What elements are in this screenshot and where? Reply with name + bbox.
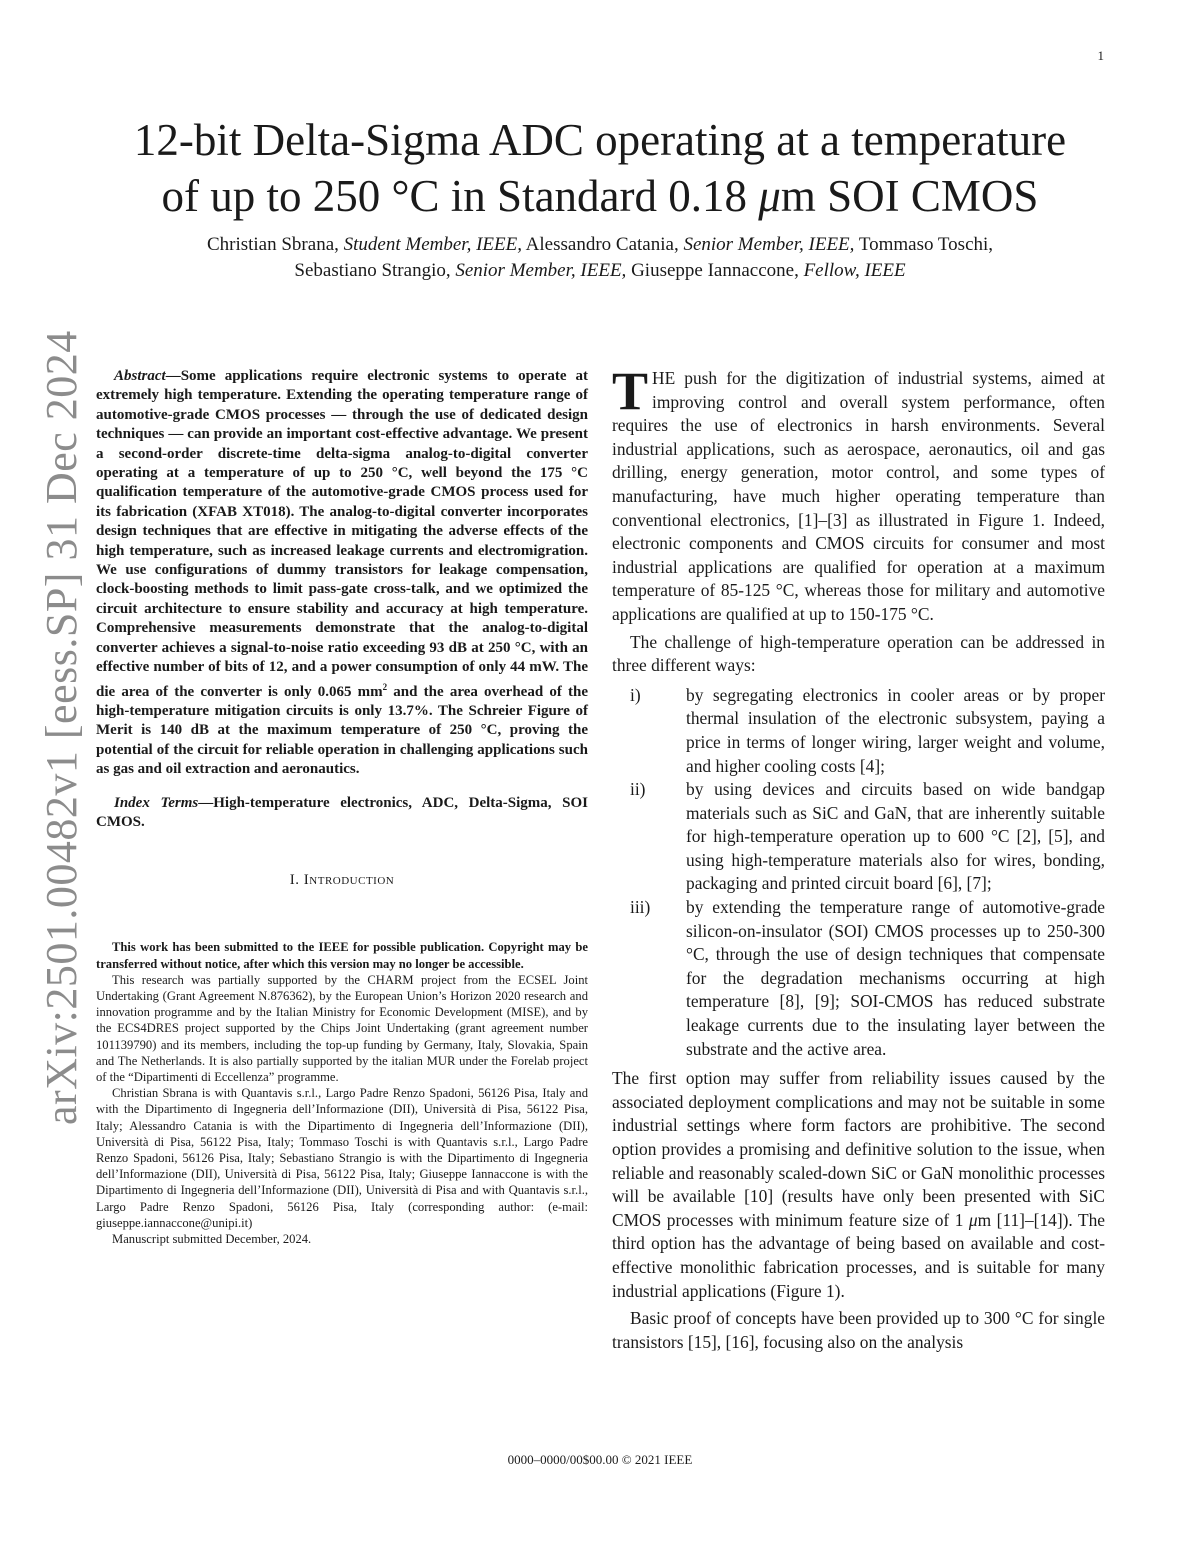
title-mu: μ (758, 171, 781, 221)
page-number: 1 (1097, 48, 1104, 63)
author-list (100, 232, 1100, 284)
intro-paragraph-1 (612, 361, 1105, 627)
title-line-2b: m SOI CMOS (780, 171, 1039, 221)
abstract-label: Abstract (114, 368, 166, 384)
footnote-submitted: Manuscript submitted December, 2024. (112, 1232, 312, 1246)
abstract-text-a: —Some applications require electronic systems to operate at extremely high temperature. Extending the operating temperature range of automotive-grade CMOS processes — through the use of dedicated design techniques — can provide an important cost-effective advantage. We present a second-order discrete-time delta-sigma analog-to-digital converter operating at a temperature of up to 250 °C, well beyond the 175 °C qualification temperature of the automotive-grade CMOS process used for its fabrication (XFAB XT018). The analog-to-digital converter incorporates design techniques that are effective in mitigating the adverse effects of the high temperature, such as increased leakage currents and electromigration. We use configurations of dummy transistors for leakage compensation, clock-boosting methods to limit pass-gate cross-talk, and we optimized the circuit architecture to ensure stability and accuracy at high temperature. Comprehensive measurements demonstrate that the analog-to-digital converter achieves a signal-to-noise ratio exceeding 93 dB at 250 °C, with an effective number of bits of 12, and a power consumption of only 44 mW. The die area of the converter is only 0.065 mm (96, 368, 588, 700)
index-terms-text: —High-temperature electronics, ADC, Delta-Sigma, SOI CMOS. (96, 794, 589, 830)
author-1-role: Student Member, IEEE, (343, 234, 522, 255)
list-item-text: by using devices and circuits based on wide bandgap materials such as SiC and GaN, that are inherently suitable for high-temperature operation up to 600 °C [2], [5], and using high-temperature materials also for wires, bonding, packaging and printed circuit board [6], [7]; (686, 779, 1105, 894)
intro-paragraph-3 (612, 1067, 1105, 1303)
author-2-role: Senior Member, IEEE, (683, 234, 855, 255)
intro-p1-text: HE push for the digitization of industrial systems, aimed at improving control and overall system performance, often requires the use of electronics in harsh environments. Several industrial applications, such as aerospace, aeronautics, oil and gas drilling, energy generation, motor control, and some types of manufacturing, have much higher operating temperature than conventional electronics, [1]–[3] as illustrated in Figure 1. Indeed, electronic components and CMOS circuits for consumer and most industrial applications are qualified for operation at a maximum temperature of 85-125 °C, whereas those for military and automotive applications are qualified at up to 150-175 °C. (612, 368, 1105, 624)
intro-paragraph-2: The challenge of high-temperature operation can be addressed in three different ways: (612, 631, 1105, 676)
author-3: Tommaso Toschi, (854, 234, 994, 255)
author-5: Giuseppe Iannaccone, (626, 260, 804, 281)
options-list (612, 684, 1105, 1062)
list-item-number: iii) (630, 897, 651, 918)
author-5-role: Fellow, IEEE (803, 260, 906, 281)
right-column (612, 361, 1105, 1354)
paper-title (80, 112, 1120, 224)
abstract-superscript: 2 (382, 681, 388, 692)
section-heading-introduction (96, 872, 588, 889)
intro-paragraph-4: Basic proof of concepts have been provided up to 300 °C for single transistors [15], [16], focusing also on the analysis (612, 1308, 1105, 1352)
list-item (612, 896, 1105, 1061)
author-2: Alessandro Catania, (521, 234, 684, 255)
index-terms (96, 794, 588, 833)
list-item (612, 778, 1105, 896)
author-4-role: Senior Member, IEEE, (455, 260, 627, 281)
list-item-number: ii) (630, 779, 646, 800)
list-item-number: i) (630, 684, 641, 705)
list-item-text: by extending the temperature range of automotive-grade silicon-on-insulator (SOI) CMOS processes up to 250-300 °C, through the use of design techniques that compensate for the degradation mechanisms occurring at high temperature [8], [9]; SOI-CMOS has reduced substrate leakage currents due to the insulating layer between the substrate and the active area. (686, 897, 1105, 1059)
abstract (96, 367, 588, 780)
abstract-text-b: and the area overhead of the high-temperature mitigation circuits is only 13.7%. The Schreier Figure of Merit is 140 dB at the maximum temperature of 250 °C, proving the potential of the circuit for reliable operation in challenging applications such as gas and oil extraction and aeronautics. (96, 683, 589, 778)
footnotes (96, 939, 588, 1247)
intro-p3-text-b: m [11]–[14]). The third option has the advantage of being based on available and cost-effective monolithic fabrication processes, and is suitable for many industrial applications (Figure 1). (612, 1209, 1105, 1301)
list-item-text: by segregating electronics in cooler areas or by proper thermal insulation of the electronic subsystem, paying a price in terms of longer wiring, larger weight and volume, and higher cooling costs [4]; (686, 684, 1105, 776)
intro-p3-mu: μ (968, 1209, 978, 1230)
list-item (612, 684, 1105, 778)
section-numeral: I. (289, 872, 304, 889)
footnote-notice: This work has been submitted to the IEEE for possible publication. Copyright may be transferred without notice, after which this version may no longer be accessible. (96, 940, 588, 971)
intro-p3-text-a: The first option may suffer from reliability issues caused by the associated deployment complications and may not be suitable in some industrial settings where form factors are prohibitive. The second option provides a promising and definitive solution to the issue, when reliable and reasonably scaled-down SiC or GaN monolithic processes will be available [10] (results have only been presented with SiC CMOS processes with minimum feature size of 1 (612, 1068, 1105, 1230)
left-column (96, 367, 588, 1247)
index-terms-label: Index Terms (114, 794, 199, 811)
section-title: Introduction (303, 872, 395, 889)
author-1: Christian Sbrana, (206, 234, 344, 255)
title-line-2a: of up to 250 °C in Standard 0.18 (161, 171, 759, 221)
arxiv-watermark: arXiv:2501.00482v1 [eess.SP] 31 Dec 2024 (37, 330, 86, 1125)
author-4: Sebastiano Strangio, (294, 260, 456, 281)
title-line-1: 12-bit Delta-Sigma ADC operating at a temperature (133, 115, 1067, 165)
drop-cap: T (612, 361, 649, 421)
footnote-affiliations: Christian Sbrana is with Quantavis s.r.l., Largo Padre Renzo Spadoni, 56126 Pisa, Italy and with the Dipartimento di Ingegneria dell’Informazione (DII), Università di Pisa, 56122 Pisa, Italy; Alessandro Catania is with the Dipartimento di Ingegneria dell’Informazione (DII), Università di Pisa, 56122 Pisa, Italy; Tommaso Toschi is with Quantavis s.r.l., Largo Padre Renzo Spadoni, 56126 Pisa, Italy; Sebastiano Strangio is with the Dipartimento di Ingegneria dell’Informazione (DII), Università di Pisa, 56122 Pisa, Italy; Giuseppe Iannaccone is with the Dipartimento di Ingegneria dell’Informazione (DII), Università di Pisa and with Quantavis s.r.l., Largo Padre Renzo Spadoni, 56126 Pisa, Italy (corresponding author: (e-mail: giuseppe.iannaccone@unipi.it) (96, 1086, 588, 1230)
copyright-footer: 0000–0000/00$00.00 © 2021 IEEE (507, 1452, 693, 1467)
footnote-funding: This research was partially supported by the CHARM project from the ECSEL Joint Undertaking (Grant Agreement N.876362), by the European Union’s Horizon 2020 research and innovation programme and by the Italian Ministry for Economic Development (MISE), and by the ECS4DRES project supported by the Chips Joint Undertaking (grant agreement number 101139790) and its members, including the top-up funding by Germany, Italy, Slovakia, Spain and The Netherlands. It is also partially supported by the italian MUR under the Forelab project of the “Dipartimenti di Eccellenza” programme. (96, 972, 588, 1084)
